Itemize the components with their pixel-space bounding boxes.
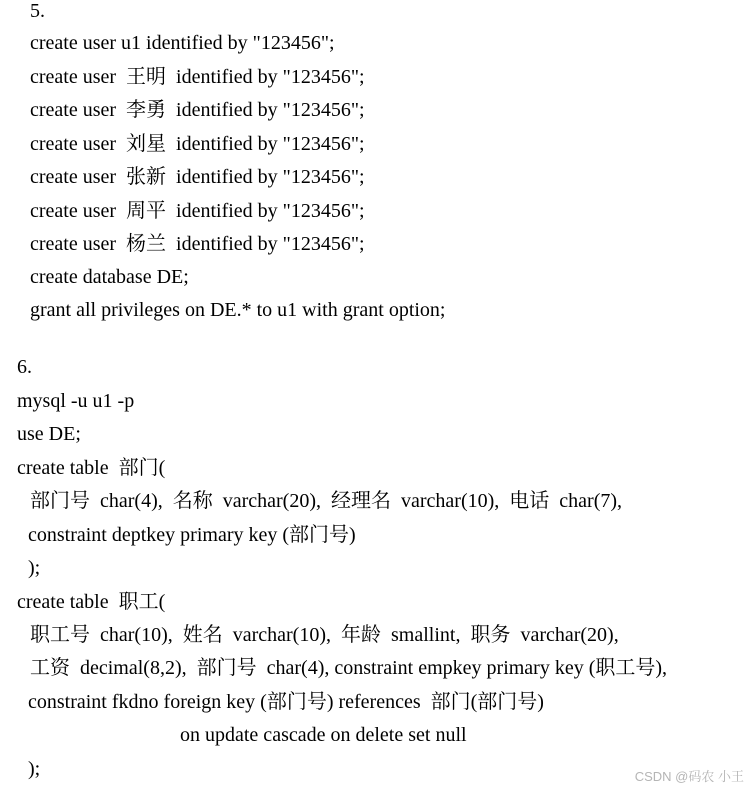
code-line: 职工号 char(10), 姓名 varchar(10), 年龄 smallint, 职务 varchar(20), bbox=[30, 624, 619, 646]
watermark: CSDN @码农 小王 bbox=[634, 769, 744, 784]
code-line: create user 王明 identified by "123456"; bbox=[30, 66, 365, 88]
code-line: ); bbox=[28, 557, 41, 579]
code-line: on update cascade on delete set null bbox=[180, 724, 467, 746]
code-line: create user u1 identified by "123456"; bbox=[30, 32, 335, 54]
code-line: ); bbox=[28, 758, 41, 780]
code-line: use DE; bbox=[17, 423, 81, 445]
section-5-heading: 5. bbox=[30, 0, 45, 22]
code-line: constraint fkdno foreign key (部门号) references 部门(部门号) bbox=[28, 691, 544, 713]
code-line: grant all privileges on DE.* to u1 with grant option; bbox=[30, 299, 446, 321]
code-line: 部门号 char(4), 名称 varchar(20), 经理名 varchar(10), 电话 char(7), bbox=[30, 490, 623, 512]
section-6-heading: 6. bbox=[17, 356, 32, 378]
code-line: constraint deptkey primary key (部门号) bbox=[28, 524, 356, 546]
code-line: create user 李勇 identified by "123456"; bbox=[30, 99, 365, 121]
code-line: 工资 decimal(8,2), 部门号 char(4), constraint empkey primary key (职工号), bbox=[30, 657, 668, 679]
code-line: create user 刘星 identified by "123456"; bbox=[30, 133, 365, 155]
code-line: create user 杨兰 identified by "123456"; bbox=[30, 233, 365, 255]
code-line: create table 部门( bbox=[17, 457, 166, 479]
code-line: create database DE; bbox=[30, 266, 189, 288]
code-line: create table 职工( bbox=[17, 591, 166, 613]
code-line: create user 张新 identified by "123456"; bbox=[30, 166, 365, 188]
code-line: create user 周平 identified by "123456"; bbox=[30, 200, 365, 222]
code-line: mysql -u u1 -p bbox=[17, 390, 135, 412]
